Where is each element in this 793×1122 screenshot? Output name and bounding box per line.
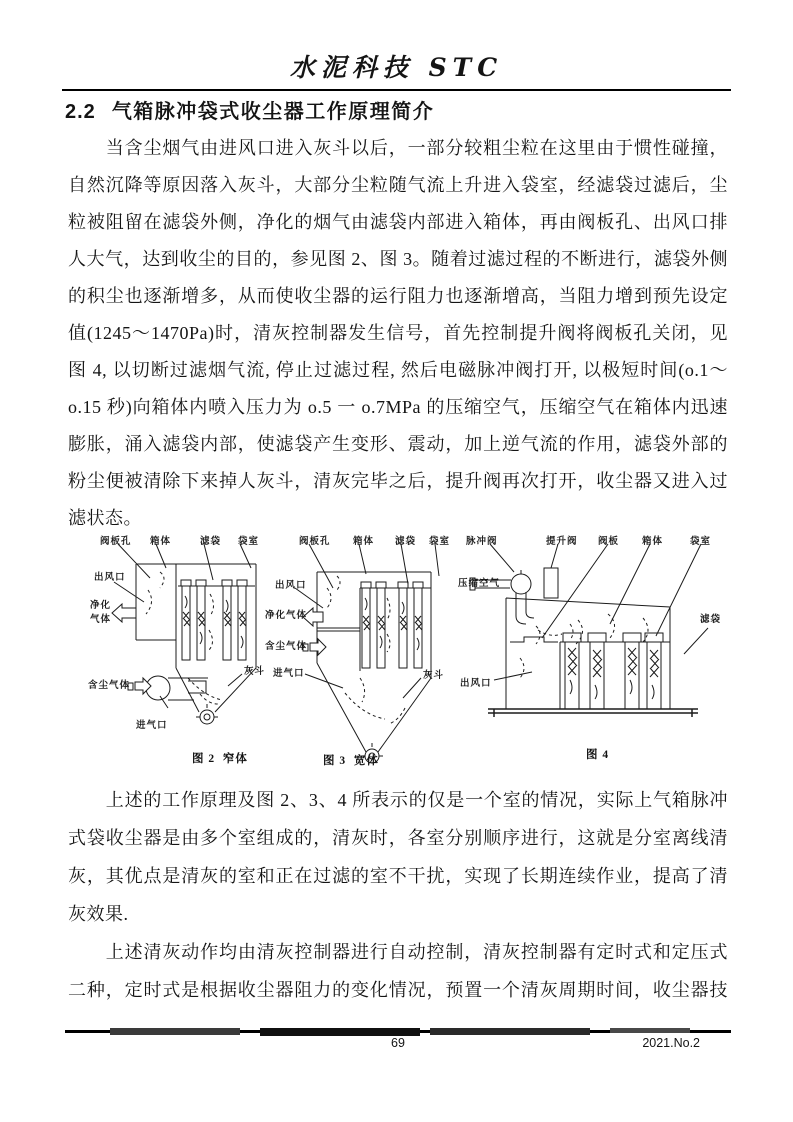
fig4-diagram <box>458 528 725 776</box>
text-line: 的积尘也逐渐增多，从而使收尘器的运行阻力也逐渐增高，当阻力增到预先设定 <box>68 286 728 306</box>
fig2-label-box-body: 箱体 <box>150 537 172 547</box>
fig3-label-valve-plate-hole: 阀板孔 <box>299 537 331 547</box>
fig3-label-air-inlet: 进气口 <box>273 669 305 679</box>
footer-rule-segment <box>110 1028 240 1035</box>
footer-rule-segment <box>260 1028 420 1036</box>
journal-title: 水泥科技 STC <box>289 53 504 82</box>
text-line: 二种，定时式是根据收尘器阻力的变化情况，预置一个清灰周期时间，收尘器技 <box>68 980 728 1000</box>
fig2-label-bag-chamber: 袋室 <box>238 537 260 547</box>
paragraph-1 <box>68 130 728 537</box>
text-line: 上述清灰动作均由清灰控制器进行自动控制，清灰控制器有定时式和定压式 <box>105 942 728 962</box>
fig4-label-box-body: 箱体 <box>642 537 664 547</box>
fig4-label-lift-valve: 提升阀 <box>546 537 578 547</box>
text-line: 图 4, 以切断过滤烟气流, 停止过滤过程, 然后电磁脉冲阀打开, 以极短时间(o.1～ <box>68 360 728 380</box>
fig4-caption: 图 4 <box>586 749 610 761</box>
clean-gas-arrow-icon <box>112 604 136 622</box>
fig3-label-filter-bag: 滤袋 <box>395 537 417 547</box>
figure-4 <box>458 528 725 776</box>
fig2-label-air-inlet: 进气口 <box>136 721 168 731</box>
section-number: 2.2 <box>65 101 96 123</box>
fig2-label-ash-hopper: 灰斗 <box>244 667 266 677</box>
fig2-label-filter-bag: 滤袋 <box>200 537 222 547</box>
fig3-label-ash-hopper: 灰斗 <box>423 671 445 681</box>
text-line: 粉尘便被清除下来掉人灰斗，清灰完毕之后，提升阀再次打开，收尘器又进入过 <box>68 471 728 491</box>
text-line: 粒被阻留在滤袋外侧，净化的烟气由滤袋内部进入箱体，再由阀板孔、出风口排 <box>68 212 728 232</box>
fig4-label-compressed-air: 压缩空气 <box>458 579 501 589</box>
fig3-label-bag-chamber: 袋室 <box>429 537 451 547</box>
section-title: 气箱脉冲袋式收尘器工作原理简介 <box>111 101 435 123</box>
text-line: 当含尘烟气由进风口进入灰斗以后，一部分较粗尘粒在这里由于惯性碰撞， <box>105 138 728 158</box>
fig2-label-dusty-gas: 含尘气体 <box>88 681 131 691</box>
fig2-diagram <box>88 528 268 776</box>
fig3-label-clean-gas: 净化气体 <box>265 611 308 621</box>
figure-3 <box>265 528 455 776</box>
fig4-label-pulse-valve: 脉冲阀 <box>466 537 498 547</box>
fig4-label-valve-plate: 阀板 <box>598 537 620 547</box>
text-line: 滤状态。 <box>68 508 142 528</box>
footer-rule-segment <box>430 1028 590 1035</box>
fig2-caption: 图 2 窄体 <box>192 753 248 765</box>
fig3-label-dusty-gas: 含尘气体 <box>265 642 308 652</box>
fig4-label-filter-bag: 滤袋 <box>700 615 722 625</box>
fig4-label-bag-chamber: 袋室 <box>690 537 712 547</box>
text-line: 灰，其优点是清灰的室和正在过滤的室不干扰，实现了长期连续作业，提高了清 <box>68 866 728 886</box>
figure-2 <box>88 528 268 776</box>
dusty-gas-arrow-icon <box>310 639 326 655</box>
header-rule <box>62 89 731 91</box>
fig2-label-clean-gas-1: 净化 <box>90 601 112 611</box>
text-line: 值(1245～1470Pa)时，清灰控制器发生信号，首先控制提升阀将阀板孔关闭，见 <box>68 323 728 343</box>
text-line: 式袋收尘器是由多个室组成的，清灰时，各室分别顺序进行，这就是分室离线清 <box>68 828 728 848</box>
text-line: 自然沉降等原因落入灰斗，大部分尘粒随气流上升进入袋室，经滤袋过滤后，尘 <box>68 175 728 195</box>
fig3-label-air-outlet: 出风口 <box>275 581 307 591</box>
fig2-label-air-outlet: 出风口 <box>94 573 126 583</box>
fig4-label-air-outlet: 出风口 <box>460 679 492 689</box>
text-line: 膨胀，涌入滤袋内部，使滤袋产生变形、震动，加上逆气流的作用，滤袋外部的 <box>68 434 728 454</box>
fig2-label-clean-gas-2: 气体 <box>90 615 112 625</box>
paragraph-3 <box>68 933 728 1009</box>
text-line: 灰效果. <box>68 904 129 924</box>
footer-rule-segment <box>610 1028 690 1033</box>
section-heading <box>65 95 731 124</box>
fig3-caption: 图 3 宽体 <box>323 755 379 767</box>
fig3-label-box-body: 箱体 <box>353 537 375 547</box>
text-line: 人大气，达到收尘的目的，参见图 2、图 3。随着过滤过程的不断进行，滤袋外侧 <box>68 249 728 269</box>
text-line: 上述的工作原理及图 2、3、4 所表示的仅是一个室的情况，实际上气箱脉冲 <box>105 790 728 810</box>
page-number: 69 <box>391 1036 405 1050</box>
paragraph-2 <box>68 781 728 933</box>
fig2-label-valve-plate-hole: 阀板孔 <box>100 537 132 547</box>
issue-number: 2021.No.2 <box>642 1036 700 1050</box>
text-line: o.15 秒)向箱体内喷入压力为 o.5 一 o.7MPa 的压缩空气，压缩空气在箱体内迅速 <box>68 397 728 417</box>
